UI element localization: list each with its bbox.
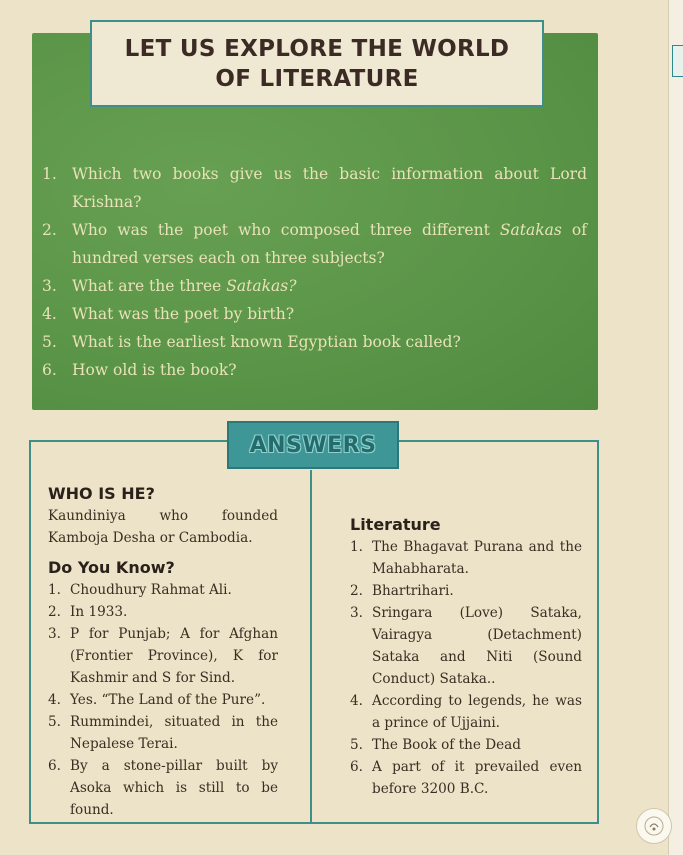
who-is-he-answer: Kaundiniya who founded Kamboja Desha or Cambodia. bbox=[48, 508, 278, 546]
question-item bbox=[42, 300, 587, 328]
quiz-title-line-2: OF LITERATURE bbox=[215, 65, 419, 92]
question-text: What was the poet by birth? bbox=[72, 305, 295, 323]
do-you-know-item: 4. Yes. “The Land of the Pure”. bbox=[48, 692, 266, 708]
do-you-know-item: 3. P for Punjab; A for Afghan (Frontier Province), K for Kashmir and S for Sind. bbox=[48, 626, 278, 686]
adjacent-page-box bbox=[672, 45, 683, 77]
question-item bbox=[42, 160, 587, 216]
watermark-logo-icon bbox=[636, 808, 672, 844]
quiz-title-line-1: LET US EXPLORE THE WORLD bbox=[124, 35, 510, 62]
do-you-know-heading: Do You Know? bbox=[48, 558, 175, 577]
question-number: 2. bbox=[42, 221, 57, 239]
literature-item: 1. The Bhagavat Purana and the Mahabharata. bbox=[350, 539, 582, 577]
question-list bbox=[42, 160, 587, 384]
question-number: 1. bbox=[42, 165, 57, 183]
question-text: Who was the poet who composed three different Satakas of hundred verses each on three subjects? bbox=[72, 221, 587, 267]
answers-banner bbox=[227, 421, 399, 469]
adjacent-page-edge bbox=[668, 0, 683, 855]
literature-item: 6. A part of it prevailed even before 3200 B.C. bbox=[350, 759, 582, 797]
question-number: 4. bbox=[42, 305, 57, 323]
question-item bbox=[42, 216, 587, 272]
answers-right-column bbox=[350, 514, 582, 800]
do-you-know-item: 6. By a stone-pillar built by Asoka which is still to be found. bbox=[48, 758, 278, 818]
question-item bbox=[42, 356, 587, 384]
who-is-he-heading: WHO IS HE? bbox=[48, 484, 155, 503]
literature-item: 3. Sringara (Love) Sataka, Vairagya (Detachment) Sataka and Niti (Sound Conduct) Sataka.. bbox=[350, 605, 582, 687]
question-text: What are the three Satakas? bbox=[72, 277, 297, 295]
question-item bbox=[42, 328, 587, 356]
question-number: 6. bbox=[42, 361, 57, 379]
literature-item: 5. The Book of the Dead bbox=[350, 737, 521, 753]
question-number: 3. bbox=[42, 277, 57, 295]
do-you-know-item: 5. Rummindei, situated in the Nepalese Terai. bbox=[48, 714, 278, 752]
literature-item: 2. Bhartrihari. bbox=[350, 583, 454, 599]
literature-heading: Literature bbox=[350, 515, 441, 534]
answers-left-column bbox=[48, 483, 278, 821]
question-text: How old is the book? bbox=[72, 361, 237, 379]
quiz-title-box bbox=[90, 20, 544, 107]
question-text: What is the earliest known Egyptian book called? bbox=[72, 333, 461, 351]
do-you-know-item: 2. In 1933. bbox=[48, 604, 128, 620]
do-you-know-item: 1. Choudhury Rahmat Ali. bbox=[48, 582, 232, 598]
question-item bbox=[42, 272, 587, 300]
column-divider bbox=[310, 470, 312, 822]
question-number: 5. bbox=[42, 333, 57, 351]
literature-item: 4. According to legends, he was a prince of Ujjaini. bbox=[350, 693, 582, 731]
question-text: Which two books give us the basic information about Lord Krishna? bbox=[72, 165, 587, 211]
answers-banner-label: ANSWERS bbox=[249, 432, 377, 458]
